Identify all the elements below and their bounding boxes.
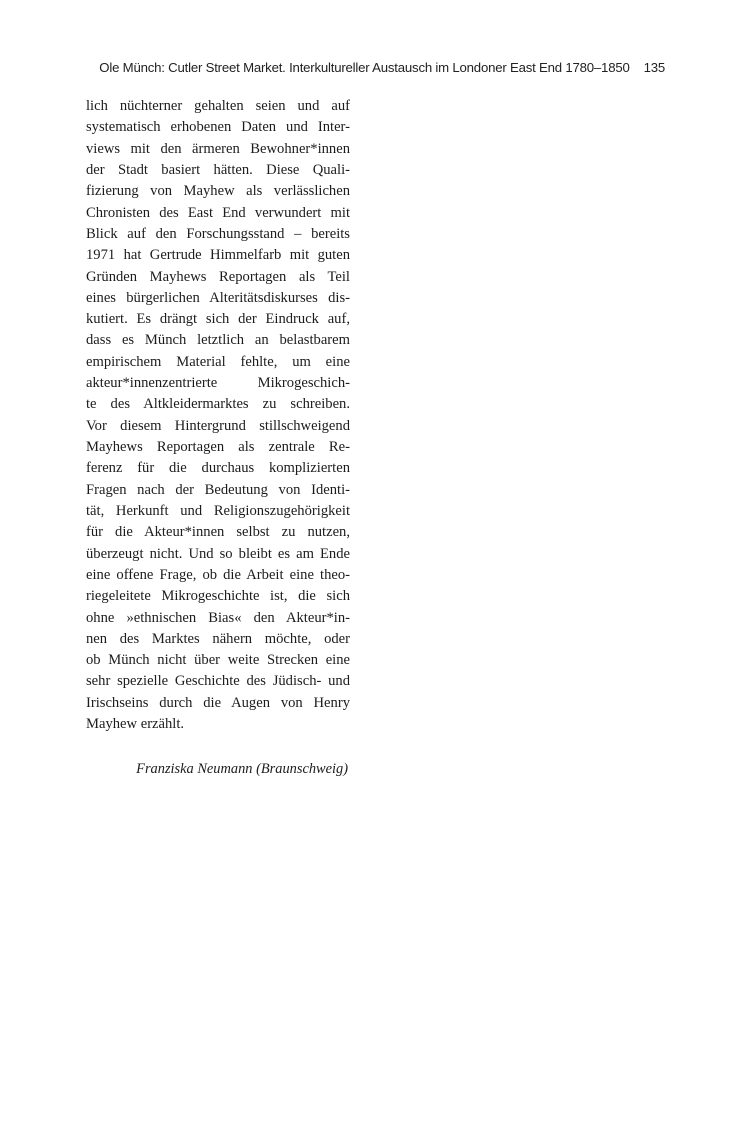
text-line: ob Münch nicht über weite Strecken eine xyxy=(86,652,350,669)
text-line: sehr spezielle Geschichte des Jüdisch- und xyxy=(86,673,350,690)
text-line: views mit den ärmeren Bewohner*innen xyxy=(86,140,350,157)
text-line: 1971 hat Gertrude Himmelfarb mit guten xyxy=(86,247,350,264)
text-line: Blick auf den Forschungsstand – bereits xyxy=(86,225,350,242)
text-line: Fragen nach der Bedeutung von Identi- xyxy=(86,481,350,498)
text-line: Mayhew erzählt. xyxy=(86,716,185,733)
text-line: Chronisten des East End verwundert mit xyxy=(86,204,350,221)
text-line: eine offene Frage, ob die Arbeit eine theo- xyxy=(86,566,350,583)
text-line: Vor diesem Hintergrund stillschweigend xyxy=(86,417,350,434)
text-line: überzeugt nicht. Und so bleibt es am Ende xyxy=(86,545,350,562)
author-signature: Franziska Neumann (Braunschweig) xyxy=(136,761,348,777)
text-line: Irischseins durch die Augen von Henry xyxy=(86,694,350,711)
text-line: dass es Münch letztlich an belastbarem xyxy=(86,332,350,349)
running-head xyxy=(80,57,665,77)
page-number: 135 xyxy=(643,59,665,75)
text-line: Gründen Mayhews Reportagen als Teil xyxy=(86,268,350,285)
text-line: systematisch erhobenen Daten und Inter- xyxy=(86,119,350,136)
body-text xyxy=(86,96,350,735)
text-line: kutiert. Es drängt sich der Eindruck auf, xyxy=(86,311,350,328)
text-line: te des Altkleidermarktes zu schreiben. xyxy=(86,396,350,413)
text-line: nen des Marktes nähern möchte, oder xyxy=(86,630,350,647)
text-line: Mayhews Reportagen als zentrale Re- xyxy=(86,439,350,455)
text-line: der Stadt basiert hätten. Diese Quali- xyxy=(86,161,350,178)
text-line: ohne »ethnischen Bias« den Akteur*in- xyxy=(86,609,350,626)
text-line: riegeleitete Mikrogeschichte ist, die sich xyxy=(86,588,350,605)
text-line: empirischem Material fehlte, um eine xyxy=(86,353,350,370)
text-line: fizierung von Mayhew als verlässlichen xyxy=(86,183,350,200)
text-line: akteur*innenzentrierte Mikrogeschich- xyxy=(86,375,350,392)
text-line: lich nüchterner gehalten seien und auf xyxy=(86,98,350,114)
text-line: tät, Herkunft und Religionszugehörigkeit xyxy=(86,502,350,519)
text-line: für die Akteur*innen selbst zu nutzen, xyxy=(86,524,350,541)
running-title: Ole Münch: Cutler Street Market. Interkultureller Austausch im Londoner East End 1780–1850 xyxy=(99,59,630,75)
text-line: eines bürgerlichen Alteritätsdiskurses dis- xyxy=(86,289,350,306)
text-line: ferenz für die durchaus komplizierten xyxy=(86,460,350,477)
